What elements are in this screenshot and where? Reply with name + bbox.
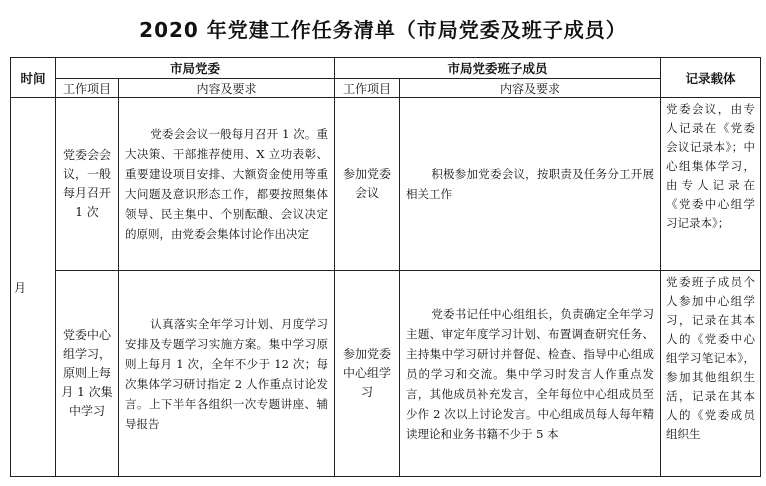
- period-cell: 月: [11, 98, 56, 477]
- header-row-1: [11, 58, 761, 79]
- committee-item-cell: 党委会会议，一般每月召开 1 次: [56, 98, 119, 271]
- header-row-2: [11, 79, 761, 98]
- table-row: [11, 98, 761, 271]
- member-item-cell: 参加党委中心组学习: [335, 271, 400, 477]
- member-content-cell: [400, 271, 661, 477]
- time-header: 时间: [11, 58, 56, 98]
- task-table: [10, 57, 761, 477]
- record-header: 记录载体: [661, 58, 761, 98]
- committee-item-cell: 党委中心组学习，原则上每月 1 次集中学习: [56, 271, 119, 477]
- committee-content-text: 党委会会议一般每月召开 1 次。重大决策、干部推荐使用、X 立功表彰、重要建设项目安排、大额资金使用等重大问题及意识形态工作，都要按照集体领导、民主集中、个别酝酿、会议决定的原则，由党委会集体讨论作出决定: [125, 127, 329, 241]
- record-text: 党委班子成员个人参加中心组学习，记录在其本人的《党委中心组学习笔记本》，参加其他组织生活，记录在其本人的《党委成员组织生: [666, 275, 756, 441]
- page-title: 2020 年党建工作任务清单（市局党委及班子成员）: [139, 18, 627, 42]
- table-row: [11, 271, 761, 477]
- member-work-item-header: 工作项目: [335, 79, 400, 98]
- committee-content-cell: [119, 98, 335, 271]
- record-cell: [661, 271, 761, 477]
- member-content-text: 党委书记任中心组组长，负责确定全年学习主题、审定年度学习计划、布置调查研究任务、主持集中学习研讨并督促、检查、指导中心组成员的学习和交流。集中学习时发言人作重点发言，其他成员补充发言，全年每位中心组成员至少作 2 次以上讨论发言。中心组成员每人每年精读理论和业务书籍不少于 5 本: [406, 306, 655, 441]
- committee-header: 市局党委: [56, 58, 335, 79]
- member-item-cell: 参加党委会议: [335, 98, 400, 271]
- record-text: 党委会议，由专人记录在《党委会议记录本》；中心组集体学习，由专人记录在《党委中心组学习记录本》；: [666, 102, 756, 230]
- committee-content-text: 认真落实全年学习计划、月度学习安排及专题学习实施方案。集中学习原则上每月 1 次，全年不少于 12 次；每次集体学习研讨指定 2 人作重点讨论发言。上下半年各组织一次专题讲座、辅导报告: [125, 316, 329, 431]
- committee-work-item-header: 工作项目: [56, 79, 119, 98]
- committee-content-cell: [119, 271, 335, 477]
- committee-content-header: 内容及要求: [119, 79, 335, 98]
- record-cell: [661, 98, 761, 271]
- member-content-header: 内容及要求: [400, 79, 661, 98]
- members-header: 市局党委班子成员: [335, 58, 661, 79]
- member-content-cell: [400, 98, 661, 271]
- member-content-text: 积极参加党委会议，按职责及任务分工开展相关工作: [406, 167, 655, 201]
